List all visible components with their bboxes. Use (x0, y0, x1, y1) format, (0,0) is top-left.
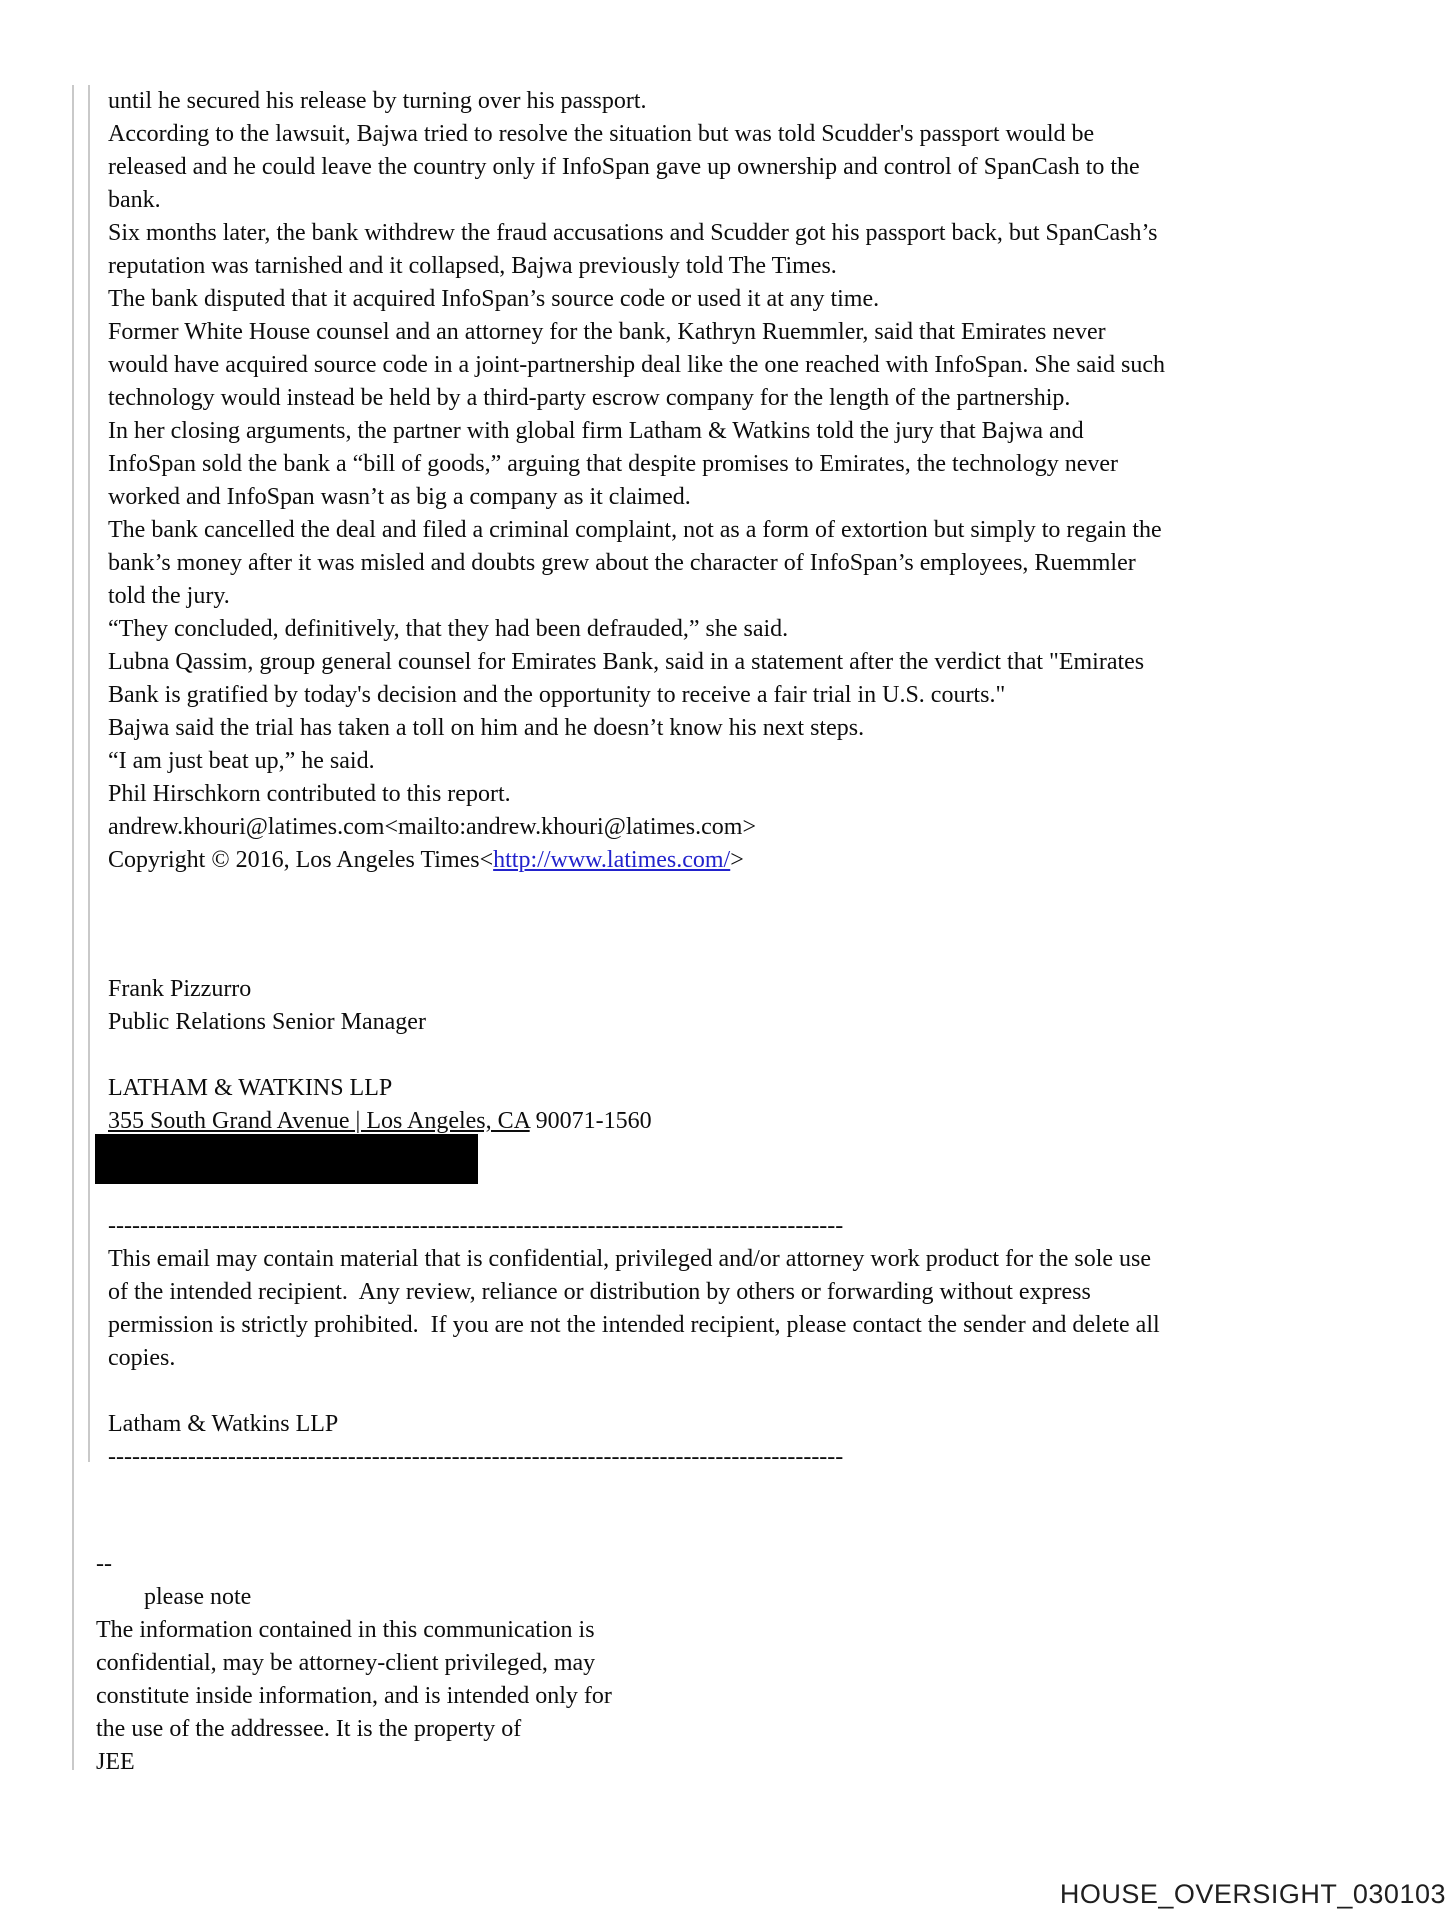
outer-quote-line (72, 85, 74, 1770)
address-street-city: 355 South Grand Avenue | Los Angeles, CA (108, 1108, 530, 1134)
blank-line (108, 1039, 1453, 1072)
article-text-line: told the jury. (108, 583, 230, 609)
copyright-prefix: Copyright © 2016, Los Angeles Times< (108, 847, 494, 873)
signature-address (108, 1105, 1453, 1138)
copyright-line (108, 844, 1453, 877)
article-text-line: Lubna Qassim, group general counsel for Emirates Bank, said in a statement after the verdict that "Emirates (108, 649, 1145, 675)
article-text-line: reputation was tarnished and it collapsed, Bajwa previously told The Times. (108, 253, 837, 279)
article-text-line: Six months later, the bank withdrew the fraud accusations and Scudder got his passport back, but SpanCash’s (108, 220, 1158, 246)
disclaimer-line: copies. (108, 1345, 176, 1371)
address-zip: 90071-1560 (529, 1108, 652, 1134)
article-text-line: In her closing arguments, the partner with global firm Latham & Watkins told the jury that Bajwa and (108, 418, 1084, 444)
signature-delimiter: -- (96, 1551, 112, 1577)
article-text (108, 85, 1453, 811)
article-text-line: The bank disputed that it acquired InfoSpan’s source code or used it at any time. (108, 286, 880, 312)
disclaimer-line: This email may contain material that is confidential, privileged and/or attorney work product for the sole use (108, 1246, 1152, 1272)
blank-line (108, 1375, 1453, 1408)
article-text-line: InfoSpan sold the bank a “bill of goods,” arguing that despite promises to Emirates, the technology never (108, 451, 1118, 477)
article-text-line: technology would instead be held by a third-party escrow company for the length of the partnership. (108, 385, 1071, 411)
signature-name: Frank Pizzurro (108, 976, 252, 1002)
article-text-line: released and he could leave the country only if InfoSpan gave up ownership and control of SpanCash to the (108, 154, 1140, 180)
article-text-line: bank’s money after it was misled and doubts grew about the character of InfoSpan’s employees, Ruemmler (108, 550, 1136, 576)
latimes-link[interactable]: http://www.latimes.com/ (493, 847, 731, 873)
bates-number: HOUSE_OVERSIGHT_030103 (1059, 1879, 1446, 1909)
article-text-line: Former White House counsel and an attorney for the bank, Kathryn Ruemmler, said that Emirates never (108, 319, 1106, 345)
note-heading: please note (144, 1584, 252, 1610)
article-text-line: until he secured his release by turning over his passport. (108, 88, 647, 114)
note-text-line: constitute inside information, and is intended only for (96, 1683, 612, 1709)
note-text (96, 1614, 656, 1779)
article-text-line: “They concluded, definitively, that they had been defrauded,” she said. (108, 616, 789, 642)
note-text-line: the use of the addressee. It is the property of (96, 1716, 522, 1742)
article-text-line: “I am just beat up,” he said. (108, 748, 375, 774)
inner-quote-line (88, 85, 90, 1462)
note-text-line: The information contained in this communication is (96, 1617, 595, 1643)
redaction-box (95, 1134, 478, 1184)
divider-dashes-top: -------------------------------------------------------------------------------------------- (108, 1213, 844, 1239)
note-text-line: confidential, may be attorney-client privileged, may (96, 1650, 596, 1676)
outer-note-block (96, 1548, 656, 1779)
disclaimer-line: of the intended recipient. Any review, reliance or distribution by others or forwarding without express (108, 1279, 1091, 1305)
divider-dashes-bottom: -------------------------------------------------------------------------------------------- (108, 1444, 844, 1470)
signature-firm: LATHAM & WATKINS LLP (108, 1075, 393, 1101)
article-text-line: The bank cancelled the deal and filed a criminal complaint, not as a form of extortion but simply to regain the (108, 517, 1162, 543)
disclaimer-line: permission is strictly prohibited. If you are not the intended recipient, please contact the sender and delete all (108, 1312, 1160, 1338)
confidentiality-disclaimer (108, 1243, 1453, 1375)
article-text-line: would have acquired source code in a joint-partnership deal like the one reached with InfoSpan. She said such (108, 352, 1165, 378)
article-text-line: Bank is gratified by today's decision and the opportunity to receive a fair trial in U.S. courts." (108, 682, 1006, 708)
article-text-line: Bajwa said the trial has taken a toll on him and he doesn’t know his next steps. (108, 715, 865, 741)
quoted-email-body (108, 85, 1453, 1474)
article-text-line: Phil Hirschkorn contributed to this report. (108, 781, 511, 807)
firm-short-line: Latham & Watkins LLP (108, 1411, 339, 1437)
article-text-line: According to the lawsuit, Bajwa tried to resolve the situation but was told Scudder's passport would be (108, 121, 1095, 147)
blank-gap (108, 877, 1453, 973)
note-text-line: JEE (96, 1749, 135, 1775)
article-text-line: worked and InfoSpan wasn’t as big a company as it claimed. (108, 484, 691, 510)
article-text-line: bank. (108, 187, 161, 213)
mailto-line: andrew.khouri@latimes.com<mailto:andrew.khouri@latimes.com> (108, 814, 756, 840)
copyright-suffix: > (730, 847, 744, 873)
signature-title: Public Relations Senior Manager (108, 1009, 426, 1035)
blank-gap (108, 1188, 1453, 1210)
